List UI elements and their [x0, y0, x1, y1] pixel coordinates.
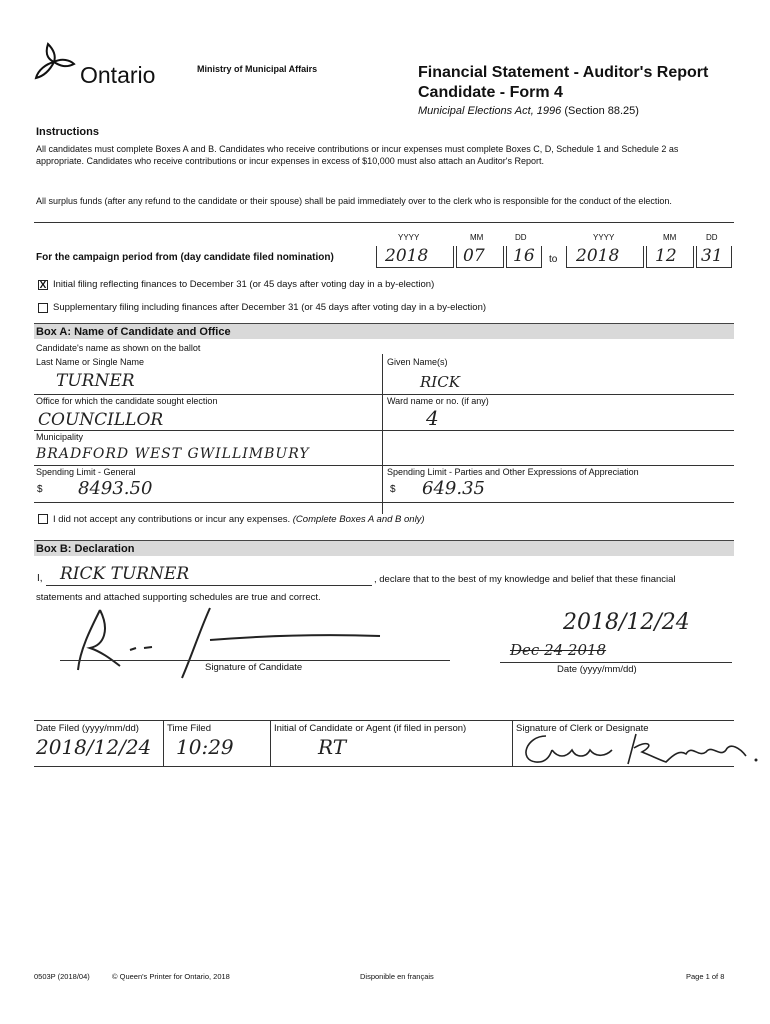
french-availability: Disponible en français	[360, 972, 434, 981]
from-day: 16	[513, 246, 535, 266]
last-name-value[interactable]: TURNER	[56, 371, 135, 391]
from-year: 2018	[385, 246, 429, 266]
initial-filing-label: Initial filing reflecting finances to December 31 (or 45 days after voting day in a by-election)	[53, 279, 435, 290]
initial-label: Initial of Candidate or Agent (if filed in person)	[274, 723, 467, 734]
initial-value[interactable]: RT	[318, 735, 347, 759]
filed-col-3	[512, 720, 513, 766]
to-separator: to	[549, 254, 558, 265]
last-name-label: Last Name or Single Name	[36, 357, 145, 367]
row-line	[34, 502, 734, 503]
time-filed-value[interactable]: 10:29	[176, 735, 234, 759]
instructions-para2: All surplus funds (after any refund to the candidate or their spouse) shall be paid immediately over to the clerk who is responsible for the conduct of the election.	[36, 196, 672, 206]
form-number: 0503P (2018/04)	[34, 972, 90, 981]
parties-limit-label: Spending Limit - Parties and Other Expressions of Appreciation	[387, 467, 639, 477]
date-filed-value[interactable]: 2018/12/24	[36, 735, 152, 759]
declarant-line	[46, 585, 372, 586]
ontario-logo	[34, 40, 184, 90]
to-day: 31	[701, 246, 723, 266]
no-contributions-note: (Complete Boxes A and B only)	[292, 514, 425, 525]
parties-limit-value[interactable]: 649.35	[422, 478, 485, 499]
time-filed-label: Time Filed	[167, 723, 211, 734]
ministry-name: Ministry of Municipal Affairs	[197, 64, 318, 74]
ballot-name-note: Candidate's name as shown on the ballot	[36, 343, 201, 353]
trillium-icon	[34, 40, 76, 84]
supplementary-filing-label: Supplementary filing including finances after December 31 (or 45 days after voting day in a by-election)	[53, 302, 487, 313]
divider	[34, 222, 734, 223]
row-line	[34, 465, 734, 466]
no-contributions-text: I did not accept any contributions or incur any expenses.	[53, 514, 291, 525]
filed-col-2	[270, 720, 271, 766]
clerk-signature	[516, 730, 766, 770]
clerk-signature-label: Signature of Clerk or Designate	[516, 723, 649, 734]
to-month: 12	[655, 246, 677, 266]
ward-label: Ward name or no. (if any)	[387, 396, 489, 406]
to-year: 2018	[576, 246, 620, 266]
row-line	[34, 430, 734, 431]
logo-text: Ontario	[80, 62, 156, 88]
mm-caption-from: MM	[470, 233, 484, 242]
declarant-name[interactable]: RICK TURNER	[60, 564, 190, 584]
box-a-header: Box A: Name of Candidate and Office	[34, 323, 734, 339]
act-reference	[418, 105, 639, 117]
ward-value[interactable]: 4	[426, 406, 439, 430]
general-dollar-sign: $	[37, 484, 43, 495]
mm-caption-to: MM	[663, 233, 677, 242]
date-filed-label: Date Filed (yyyy/mm/dd)	[36, 723, 139, 734]
initial-filing-checkbox[interactable]: X	[39, 280, 47, 291]
dd-caption-to: DD	[706, 233, 718, 242]
declaration-text: , declare that to the best of my knowledge and belief that these financial	[374, 574, 676, 585]
from-month: 07	[463, 246, 485, 266]
no-contributions-checkbox[interactable]	[38, 514, 48, 524]
supplementary-filing-checkbox[interactable]	[38, 303, 48, 313]
declaration-date-struck: Dec 24 2018	[510, 641, 607, 659]
instructions-para1: All candidates must complete Boxes A and B. Candidates who receive contributions or incur expenses must complete Boxes C, D, Schedule 1 and Schedule 2 as appropriate. Candidates who receive contributions or incur expenses in excess of $10,000 must also attach an Auditor's Report.	[36, 144, 679, 166]
given-name-label: Given Name(s)	[387, 357, 448, 367]
row-line	[34, 394, 734, 395]
general-limit-label: Spending Limit - General	[36, 467, 136, 477]
act-name: Municipal Elections Act, 1996	[418, 105, 562, 117]
form-title: Financial Statement - Auditor's Report	[418, 64, 709, 81]
signature-line	[60, 660, 450, 661]
municipality-value[interactable]: BRADFORD WEST GWILLIMBURY	[36, 446, 310, 462]
form-subtitle: Candidate - Form 4	[418, 84, 563, 101]
office-label: Office for which the candidate sought election	[36, 396, 218, 406]
copyright: © Queen's Printer for Ontario, 2018	[112, 972, 230, 981]
yyyy-caption-to: YYYY	[593, 233, 615, 242]
no-contributions-label	[53, 514, 425, 525]
parties-dollar-sign: $	[390, 484, 396, 495]
filed-top-line	[34, 720, 734, 721]
period-label: For the campaign period from (day candidate filed nomination)	[36, 252, 334, 263]
dd-caption-from: DD	[515, 233, 527, 242]
act-section: (Section 88.25)	[561, 105, 639, 117]
instructions-heading: Instructions	[36, 126, 99, 138]
municipality-label: Municipality	[36, 432, 84, 442]
date-line	[500, 662, 732, 663]
given-name-value[interactable]: RICK	[420, 373, 460, 391]
office-value[interactable]: COUNCILLOR	[38, 410, 164, 430]
general-limit-value[interactable]: 8493.50	[78, 478, 153, 499]
signature-label: Signature of Candidate	[205, 662, 303, 673]
declaration-i: I,	[37, 573, 43, 584]
filed-bottom-line	[34, 766, 734, 767]
col-divider	[382, 354, 383, 514]
declaration-date[interactable]: 2018/12/24	[563, 610, 690, 635]
yyyy-caption-from: YYYY	[398, 233, 420, 242]
filed-col-1	[163, 720, 164, 766]
page-number: Page 1 of 8	[686, 972, 725, 981]
declaration-text-2: statements and attached supporting schedules are true and correct.	[36, 592, 321, 603]
date-label: Date (yyyy/mm/dd)	[557, 664, 637, 675]
box-b-header: Box B: Declaration	[34, 540, 734, 556]
